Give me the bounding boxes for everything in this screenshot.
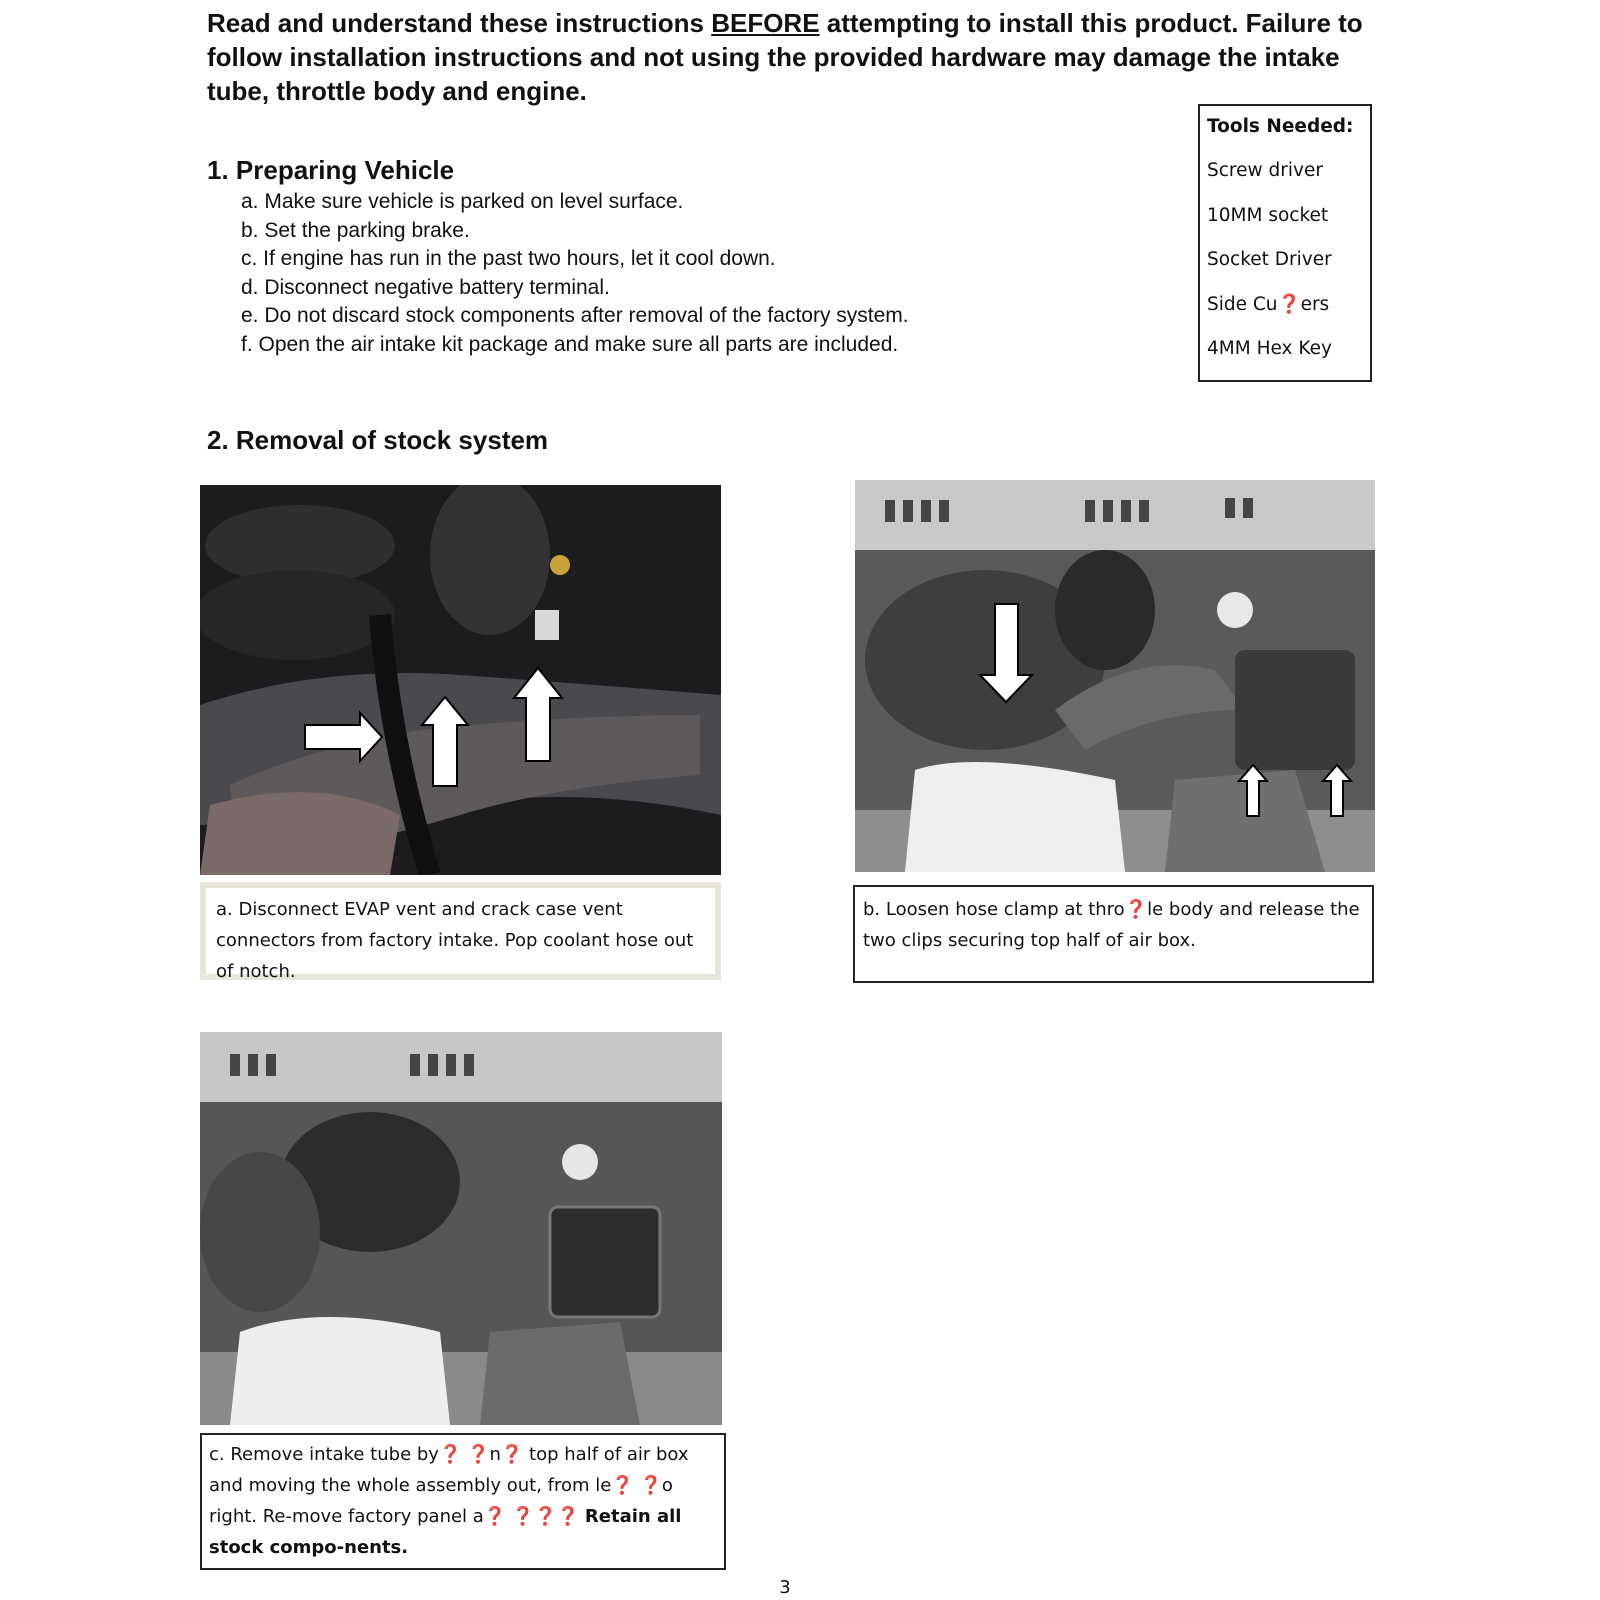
section-title-preparing: 1. Preparing Vehicle (207, 155, 455, 185)
step-item: a. Make sure vehicle is parked on level surface. (241, 190, 684, 213)
caption-step-a: a. Disconnect EVAP vent and crack case vent connectors from factory intake. Pop coolant hose out of notch. (200, 882, 721, 980)
step-item: e. Do not discard stock components after removal of the factory system. (241, 304, 909, 327)
photo-intake-removed (200, 1032, 722, 1425)
page-number: 3 (779, 1577, 791, 1598)
warning-text: Read and understand these instructions BEFORE attempting to install this product. Failure to follow installation instructions and not using the provided hardware may damage the intake tube, throttle body and engine. (207, 8, 1363, 106)
step-item: c. If engine has run in the past two hours, let it cool down. (241, 247, 776, 270)
caption-step-c: c. Remove intake tube by❓ ❓n❓ top half of air box and moving the whole assembly out, from le❓ ❓o right. Re-move factory panel a❓ ❓❓❓ Retain all stock compo-nents. (200, 1433, 726, 1570)
tools-title: Tools Needed: (1207, 116, 1354, 137)
retain-components-note: Retain all stock compo-nents. (209, 1506, 682, 1558)
caption-step-b: b. Loosen hose clamp at thro❓le body and release the two clips securing top half of air box. (853, 885, 1374, 983)
step-item: f. Open the air intake kit package and make sure all parts are included. (241, 332, 899, 356)
tool-item: 4MM Hex Key (1207, 338, 1332, 359)
tools-needed-box (1198, 104, 1372, 382)
section-title-removal: 2. Removal of stock system (207, 425, 549, 455)
photo-hose-clamp (855, 480, 1375, 872)
warning-emphasis: BEFORE (711, 8, 820, 38)
photo-evap-connectors (200, 485, 721, 875)
tool-item: 10MM socket (1207, 204, 1329, 226)
preparing-steps-list (241, 188, 909, 359)
step-item: b. Set the parking brake. (241, 218, 470, 242)
tool-item: Socket Driver (1207, 249, 1332, 270)
tool-item: Screw driver (1207, 160, 1323, 181)
step-item: d. Disconnect negative battery terminal. (241, 275, 610, 299)
tool-item: Side Cu❓ers (1207, 293, 1330, 315)
